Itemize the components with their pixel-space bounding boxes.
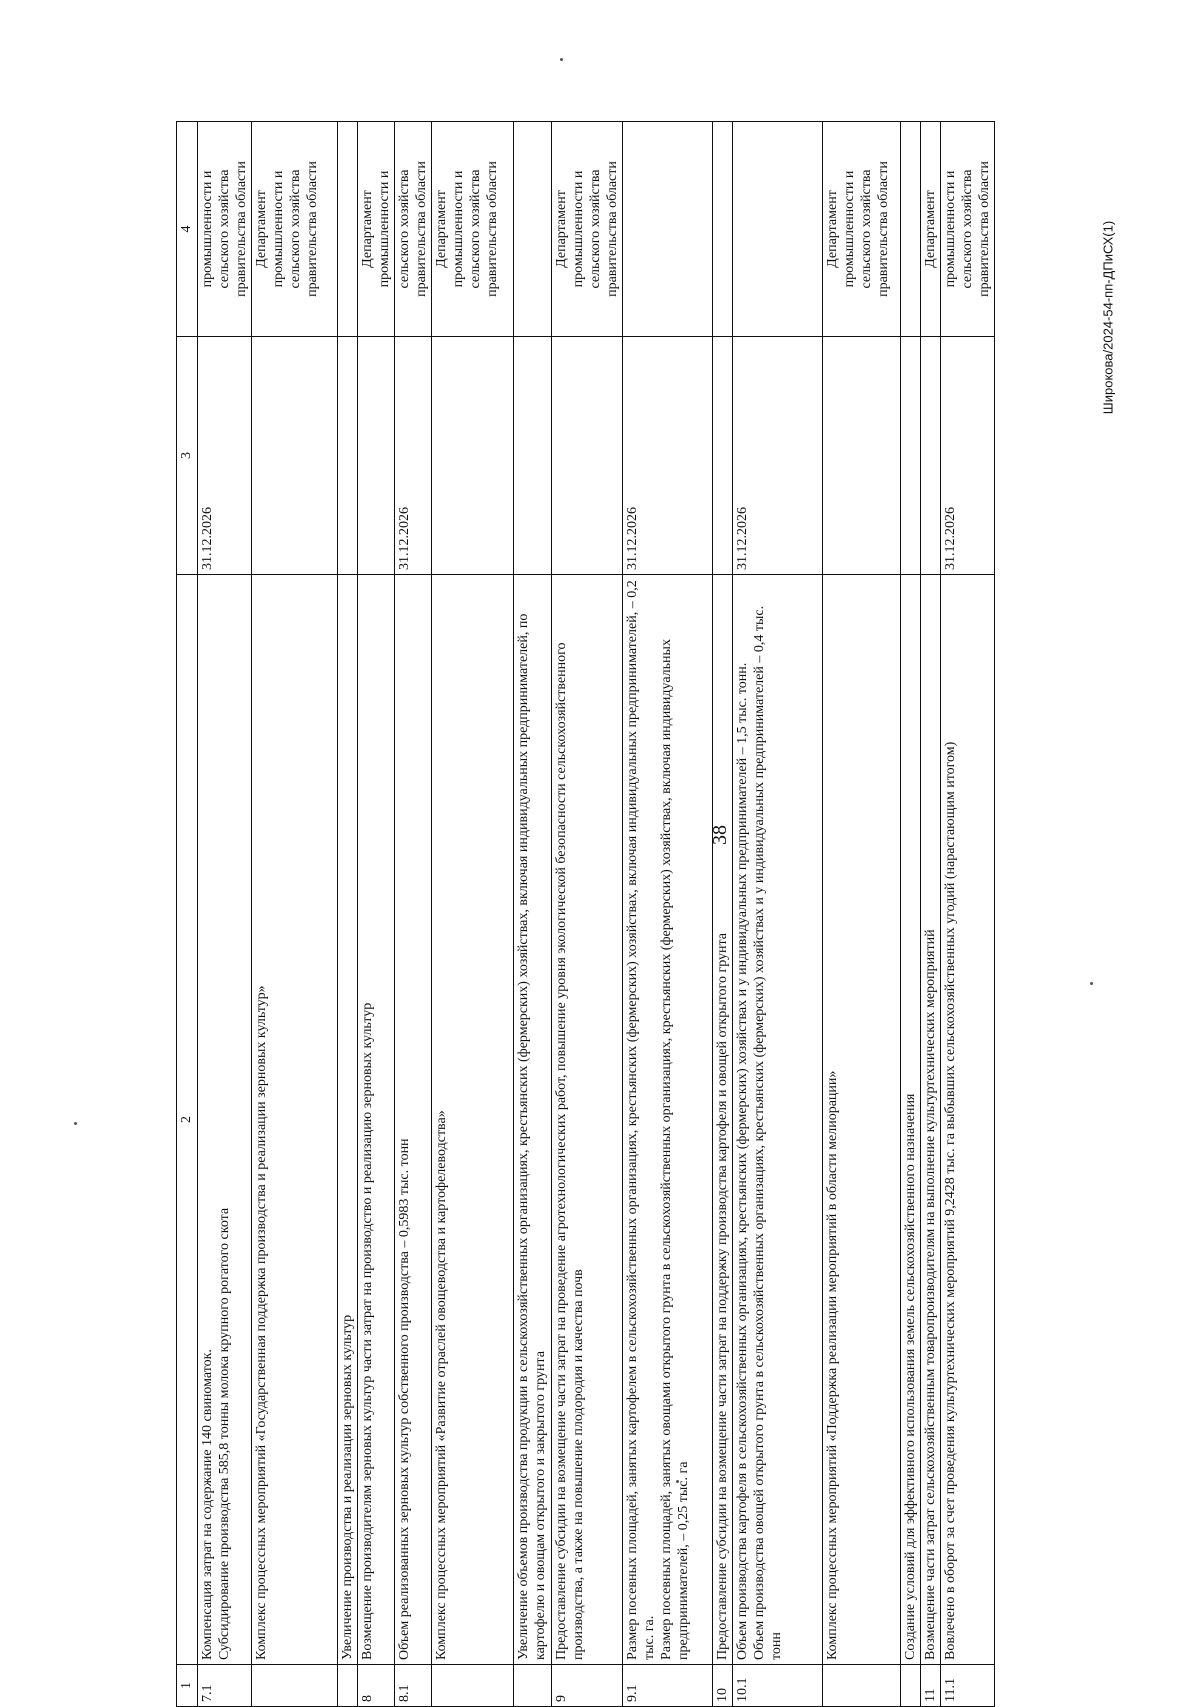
table-row <box>432 122 514 1707</box>
cell-text-line: промышленности и <box>377 170 392 288</box>
row-number-cell <box>514 1665 552 1707</box>
row-responsible-cell <box>941 122 995 337</box>
column-header: 1 <box>177 1665 198 1707</box>
cell-text-line: 11.1 <box>943 1678 958 1702</box>
cell-text-line: Создание условий для эффективного использования земель сельскохозяйственного назначения <box>903 1093 918 1660</box>
cell-text-line: промышленности и <box>271 170 286 288</box>
cell-text-line: правительства области <box>485 161 500 297</box>
table-row <box>338 122 358 1707</box>
row-description-cell <box>358 575 395 1665</box>
table-row <box>198 122 252 1707</box>
row-responsible-cell <box>733 122 823 337</box>
row-description-cell <box>823 575 901 1665</box>
cell-text-line: Департамент <box>554 190 569 268</box>
cell-text-line: 10 <box>715 1688 730 1702</box>
row-deadline-cell <box>432 337 514 575</box>
cell-text-line: 7.1 <box>200 1684 215 1702</box>
row-deadline-cell <box>713 337 733 575</box>
table-row <box>552 122 623 1707</box>
row-responsible-cell <box>623 122 713 337</box>
row-deadline-cell <box>198 337 252 575</box>
row-description-cell <box>432 575 514 1665</box>
row-number-cell <box>733 1665 823 1707</box>
scan-speck <box>74 1122 77 1125</box>
cell-text-line: Департамент <box>434 190 449 268</box>
plan-table <box>176 121 995 1707</box>
row-description-cell <box>623 575 713 1665</box>
row-number-cell <box>338 1665 358 1707</box>
row-deadline-cell <box>395 337 432 575</box>
table-row <box>395 122 432 1707</box>
row-responsible-cell <box>338 122 358 337</box>
row-deadline-cell <box>252 337 338 575</box>
document-footer-text: Широкова/2024-54-пп-ДПиСХ(1) <box>1100 220 1116 415</box>
row-description-cell <box>338 575 358 1665</box>
cell-text-line: 9.1 <box>625 1684 640 1702</box>
row-number-cell <box>941 1665 995 1707</box>
cell-text-line: промышленности и <box>451 170 466 288</box>
row-description-cell <box>198 575 252 1665</box>
row-deadline-cell <box>514 337 552 575</box>
cell-text-line: промышленности и <box>943 170 958 288</box>
scan-speck <box>560 58 563 61</box>
cell-text-line: 31.12.2026 <box>735 507 750 570</box>
cell-text-line: 8.1 <box>397 1684 412 1702</box>
column-header: 2 <box>177 575 198 1665</box>
row-responsible-cell <box>432 122 514 337</box>
cell-text-line: сельского хозяйства <box>468 169 483 289</box>
cell-text-line: Предоставление субсидии на возмещение части затрат на поддержку производства картофеля и овощей открытого грунта <box>715 932 730 1660</box>
row-description-cell <box>514 575 552 1665</box>
document-footer-id <box>1096 220 1120 415</box>
row-deadline-cell <box>358 337 395 575</box>
row-deadline-cell <box>901 337 921 575</box>
row-responsible-cell <box>713 122 733 337</box>
row-deadline-cell <box>921 337 941 575</box>
cell-text-line: 10.1 <box>735 1677 750 1702</box>
table-row <box>823 122 901 1707</box>
row-number-cell <box>713 1665 733 1707</box>
cell-text-line: сельского хозяйства <box>588 169 603 289</box>
row-description-cell <box>552 575 623 1665</box>
row-responsible-cell <box>252 122 338 337</box>
cell-text-line: Департамент <box>923 190 938 268</box>
cell-text-line: Субсидирование производства 585,8 тонны молока крупного рогатого скота <box>217 1207 232 1660</box>
row-description-cell <box>921 575 941 1665</box>
row-deadline-cell <box>338 337 358 575</box>
cell-text-line: Комплекс процессных мероприятий «Развитие отраслей овощеводства и картофелеводства» <box>434 1110 449 1660</box>
cell-text-line: Увеличение объемов производства продукции в сельскохозяйственных организациях, крестьянских (фермерских) хозяйствах, включая индивидуальных предпринимателей, по картофелю и овощам открытого и закрытого грунта <box>516 613 548 1660</box>
cell-text-line: Департамент <box>825 190 840 268</box>
row-deadline-cell <box>823 337 901 575</box>
cell-text-line: Департамент <box>254 190 269 268</box>
cell-text-line: правительства области <box>876 161 891 297</box>
cell-text-line: 8 <box>360 1695 375 1702</box>
cell-text-line: 31.12.2026 <box>397 507 412 570</box>
row-responsible-cell <box>395 122 432 337</box>
row-number-cell <box>901 1665 921 1707</box>
table-row <box>921 122 941 1707</box>
row-deadline-cell <box>552 337 623 575</box>
row-deadline-cell <box>733 337 823 575</box>
cell-text-line: Предоставление субсидии на возмещение части затрат на проведение агротехнологических работ, повышение уровня экологической безопасности сельскохозяйственного производства, а также на повышение плодородия и качества почв <box>554 642 586 1660</box>
cell-text-line: сельского хозяйства <box>859 169 874 289</box>
row-description-cell <box>733 575 823 1665</box>
cell-text-line: 31.12.2026 <box>200 507 215 570</box>
page-number: 38 <box>709 825 731 845</box>
cell-text-line: сельского хозяйства <box>397 169 412 289</box>
cell-text-line: Комплекс процессных мероприятий «Государственная поддержка производства и реализации зерновых культур» <box>254 985 269 1660</box>
column-header: 3 <box>177 337 198 575</box>
column-header: 4 <box>177 122 198 337</box>
cell-text-line: сельского хозяйства <box>288 169 303 289</box>
cell-text-line: Размер посевных площадей, занятых овощами открытого грунта в сельскохозяйственных организациях, крестьянских (фермерских) хозяйствах, включая индивидуальных предпринимателей, – 0,25 тыс. га <box>659 639 691 1660</box>
table-row <box>733 122 823 1707</box>
row-responsible-cell <box>921 122 941 337</box>
cell-text-line: промышленности и <box>842 170 857 288</box>
row-responsible-cell <box>552 122 623 337</box>
cell-text-line: 31.12.2026 <box>625 507 640 570</box>
cell-text-line: Комплекс процессных мероприятий «Поддержка реализации мероприятий в области мелиорации» <box>825 1070 840 1660</box>
cell-text-line: Компенсация затрат на содержание 140 свиноматок. <box>200 1349 215 1660</box>
cell-text-line: Департамент <box>360 190 375 268</box>
table-row <box>252 122 338 1707</box>
cell-text-line: Увеличение производства и реализации зерновых культур <box>340 1314 355 1660</box>
table-header-row <box>177 122 198 1707</box>
row-description-cell <box>252 575 338 1665</box>
row-number-cell <box>623 1665 713 1707</box>
row-responsible-cell <box>901 122 921 337</box>
row-number-cell <box>552 1665 623 1707</box>
cell-text-line: Возмещение части затрат сельскохозяйственным товаропроизводителям на выполнение культуртехнических мероприятий <box>923 929 938 1660</box>
row-description-cell <box>941 575 995 1665</box>
cell-text-line: правительства области <box>977 161 992 297</box>
cell-text-line: Размер посевных площадей, занятых картофелем в сельскохозяйственных организациях, крестьянских (фермерских) хозяйствах, включая индивидуальных предпринимателей, – 0,2 тыс. га. <box>625 580 657 1660</box>
cell-text-line: Объем реализованных зерновых культур собственного производства – 0,5983 тыс. тонн <box>397 1138 412 1660</box>
cell-text-line: промышленности и <box>571 170 586 288</box>
cell-text-line: промышленности и <box>200 170 215 288</box>
cell-text-line: Объем производства картофеля в сельскохозяйственных организациях, крестьянских (фермерских) хозяйствах и у индивидуальных предпринимателей – 1,5 тыс. тонн. <box>735 662 750 1660</box>
cell-text-line: 9 <box>554 1695 569 1702</box>
row-number-cell <box>358 1665 395 1707</box>
row-responsible-cell <box>358 122 395 337</box>
row-number-cell <box>198 1665 252 1707</box>
cell-text-line: Объем производства овощей открытого грунта в сельскохозяйственных организациях, крестьянских (фермерских) хозяйствах и у индивидуальных предпринимателей – 0,4 тыс. тонн <box>752 605 784 1660</box>
row-number-cell <box>921 1665 941 1707</box>
row-number-cell <box>252 1665 338 1707</box>
cell-text-line: правительства области <box>305 161 320 297</box>
row-deadline-cell <box>941 337 995 575</box>
cell-text-line: 11 <box>923 1688 938 1702</box>
row-description-cell <box>901 575 921 1665</box>
scan-speck <box>1090 982 1093 985</box>
row-description-cell <box>713 575 733 1665</box>
table-row <box>358 122 395 1707</box>
row-responsible-cell <box>198 122 252 337</box>
cell-text-line: сельского хозяйства <box>960 169 975 289</box>
cell-text-line: Возмещение производителям зерновых культур части затрат на производство и реализацию зерновых культур <box>360 1002 375 1660</box>
cell-text-line: правительства области <box>234 161 249 297</box>
table-row <box>901 122 921 1707</box>
row-responsible-cell <box>514 122 552 337</box>
cell-text-line: сельского хозяйства <box>217 169 232 289</box>
row-number-cell <box>823 1665 901 1707</box>
cell-text-line: 31.12.2026 <box>943 507 958 570</box>
row-number-cell <box>432 1665 514 1707</box>
cell-text-line: правительства области <box>605 161 620 297</box>
table-row <box>941 122 995 1707</box>
row-description-cell <box>395 575 432 1665</box>
cell-text-line: правительства области <box>414 161 429 297</box>
row-number-cell <box>395 1665 432 1707</box>
table-row <box>514 122 552 1707</box>
row-responsible-cell <box>823 122 901 337</box>
cell-text-line: Вовлечено в оборот за счет проведения культуртехнических мероприятий 9,2428 тыс. га выбывших сельскохозяйственных угодий (нарастающим итогом) <box>943 741 958 1660</box>
row-deadline-cell <box>623 337 713 575</box>
table-row <box>623 122 713 1707</box>
table-row <box>713 122 733 1707</box>
plan-table-container <box>176 122 992 1707</box>
